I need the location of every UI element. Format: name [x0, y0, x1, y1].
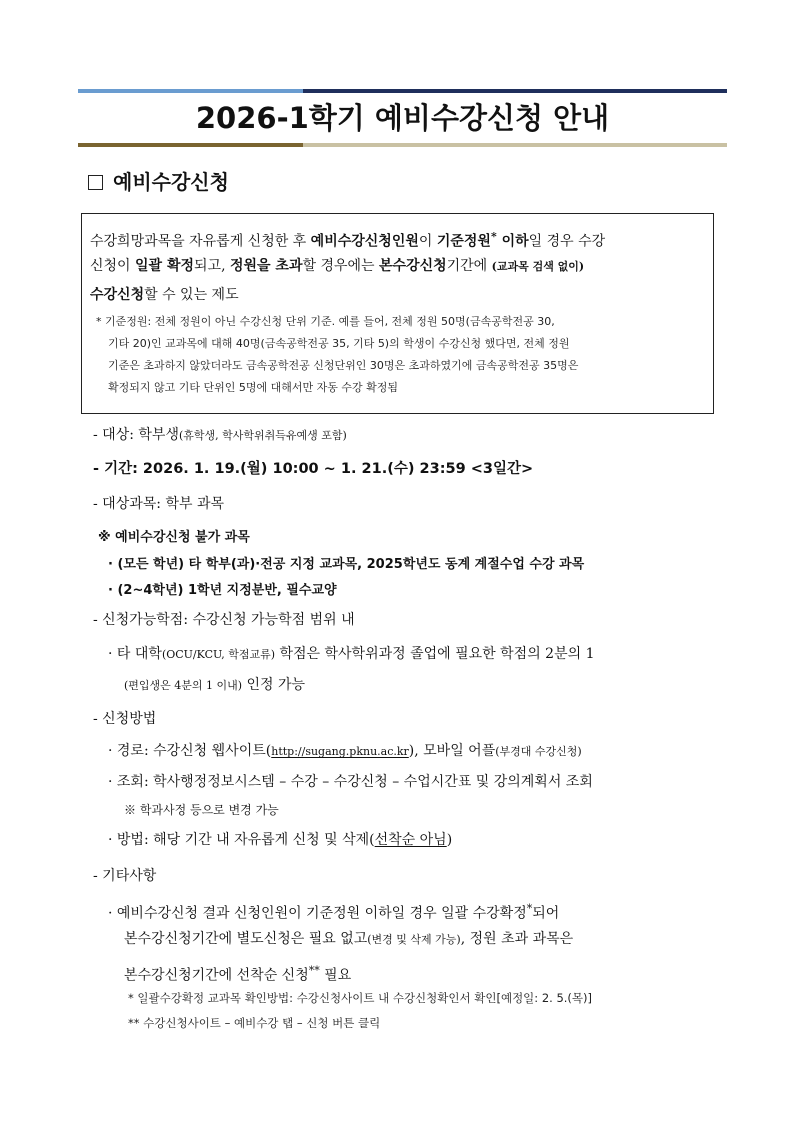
etc-note-1: * 일괄수강확정 교과목 확인방법: 수강신청사이트 내 수강신청확인서 확인[예정일: 2. 5.(목)]: [128, 991, 592, 1005]
box-line-3: 수강신청할 수 있는 제도: [90, 287, 239, 303]
method-item-2: · 조회: 학사행정정보시스템 – 수강 – 수강신청 – 수업시간표 및 강의계획서 조회: [108, 774, 593, 790]
definition-box: [81, 213, 714, 414]
section-title: 예비수강신청: [113, 170, 229, 194]
etc-note-2: ** 수강신청사이트 – 예비수강 탭 – 신청 버튼 클릭: [128, 1016, 381, 1030]
excluded-title: ※ 예비수강신청 불가 과목: [98, 530, 250, 545]
method-item-2-note: ※ 학과사정 등으로 변경 가능: [124, 803, 279, 817]
box-note-4: 확정되지 않고 기타 단위인 5명에 대해서만 자동 수강 확정됨: [108, 381, 398, 394]
etc-item-3: 본수강신청기간에 선착순 신청** 필요: [124, 964, 352, 984]
section-heading: [88, 167, 229, 197]
page-title: 2026-1학기 예비수강신청 안내: [195, 101, 610, 135]
credits-line: - 신청가능학점: 수강신청 가능학점 범위 내: [93, 612, 355, 628]
method-line: - 신청방법: [93, 711, 157, 727]
method-item-3: · 방법: 해당 기간 내 자유롭게 신청 및 삭제(선착순 아님): [108, 832, 453, 848]
etc-line: - 기타사항: [93, 868, 157, 884]
target-line: - 대상: 학부생(휴학생, 학사학위취득유예생 포함): [93, 427, 347, 443]
excluded-item-2: · (2~4학년) 1학년 지정분반, 필수교양: [108, 583, 337, 598]
title-bottom-rule: [78, 143, 727, 147]
checkbox-square-icon: [88, 175, 103, 190]
credits-item-2: (편입생은 4분의 1 이내) 인정 가능: [124, 677, 306, 693]
etc-item-2: 본수강신청기간에 별도신청은 필요 없고(변경 및 삭제 가능), 정원 초과 과목은: [124, 931, 574, 947]
credits-item-1: · 타 대학(OCU/KCU, 학점교류) 학점은 학사학위과정 졸업에 필요한 학점의 2분의 1: [108, 646, 595, 662]
box-note-1: * 기준정원: 전체 정원이 아닌 수강신청 단위 기준. 예를 들어, 전체 정원 50명(금속공학전공 30,: [96, 315, 555, 328]
box-note-2: 기타 20)인 교과목에 대해 40명(금속공학전공 35, 기타 5)의 학생이 수강신청 했다면, 전체 정원: [108, 337, 570, 350]
title-top-rule: [78, 89, 727, 93]
excluded-item-1: · (모든 학년) 타 학부(과)·전공 지정 교과목, 2025학년도 동계 계절수업 수강 과목: [108, 557, 585, 572]
method-item-1: · 경로: 수강신청 웹사이트(http://sugang.pknu.ac.kr), 모바일 어플(부경대 수강신청): [108, 743, 582, 759]
box-line-2: 신청이 일괄 확정되고, 정원을 초과할 경우에는 본수강신청기간에 (교과목 검색 없이): [90, 258, 585, 274]
courses-line: - 대상과목: 학부 과목: [93, 496, 224, 512]
etc-item-1: · 예비수강신청 결과 신청인원이 기준정원 이하일 경우 일괄 수강확정*되어: [108, 902, 560, 922]
box-note-3: 기준은 초과하지 않았더라도 금속공학전공 신청단위인 30명은 초과하였기에 금속공학전공 35명은: [108, 359, 579, 372]
box-line-1: 수강희망과목을 자유롭게 신청한 후 예비수강신청인원이 기준정원* 이하일 경우 수강: [90, 230, 606, 250]
period-line: - 기간: 2026. 1. 19.(월) 10:00 ~ 1. 21.(수) 23:59 <3일간>: [93, 461, 534, 477]
sugang-website-link[interactable]: http://sugang.pknu.ac.kr: [271, 745, 409, 758]
